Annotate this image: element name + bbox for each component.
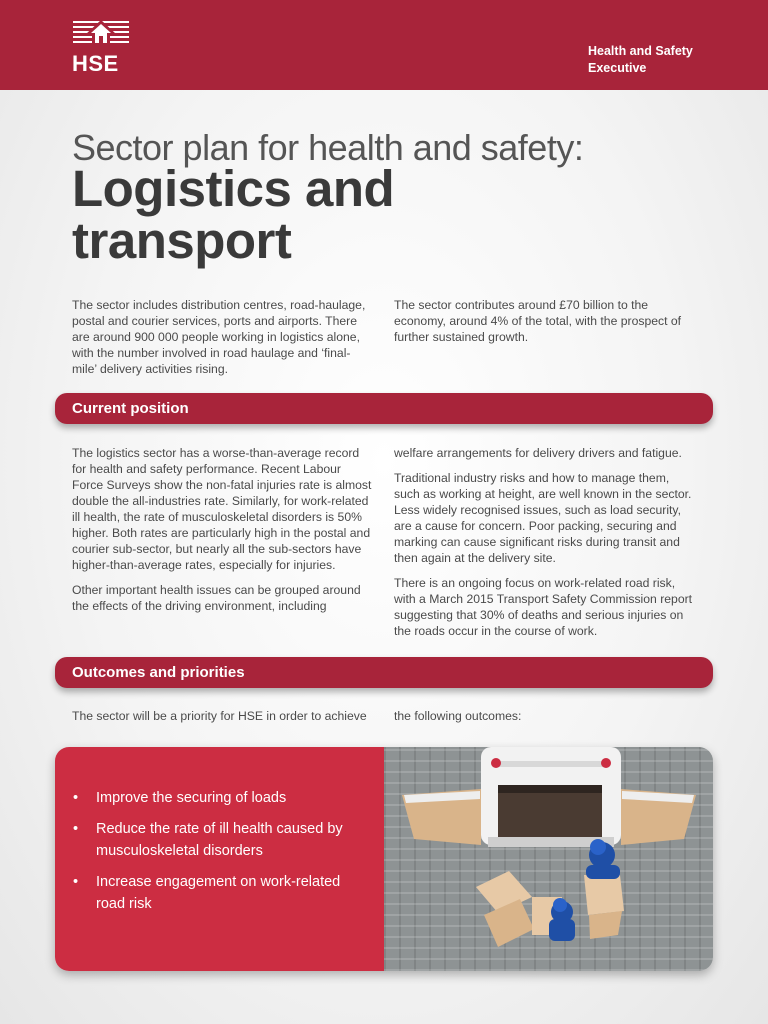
current-position-paragraph-3: welfare arrangements for delivery drivers and fatigue. bbox=[394, 446, 682, 460]
outcome-item-text: Reduce the rate of ill health caused by musculoskeletal disorders bbox=[96, 821, 343, 859]
outcomes-intro-left bbox=[72, 708, 377, 733]
outcomes-heading: Outcomes and priorities bbox=[72, 664, 245, 681]
agency-name-line2: Executive bbox=[588, 61, 647, 75]
header-bar bbox=[0, 0, 768, 90]
logo-text: HSE bbox=[72, 51, 119, 76]
outcomes-intro-right-text: the following outcomes: bbox=[394, 709, 522, 723]
outcomes-heading-bar bbox=[55, 657, 713, 688]
page-title-line2: transport bbox=[72, 212, 292, 269]
delivery-van-photo bbox=[384, 747, 713, 971]
current-position-right-column bbox=[394, 445, 694, 648]
page-title-line1: Logistics and bbox=[72, 160, 395, 217]
agency-name bbox=[588, 43, 728, 77]
current-position-paragraph-1: The logistics sector has a worse-than-average record for health and safety performance. Recent Labour Force Surveys show the non-fatal injuries rate is almost double the all-industries rate. Similarly, for work-related ill health, the rate of musculoskeletal disorders is 50% higher. Both rates are particularly high in the postal and courier sub-sector, but nearly all the sub-sectors have higher-than-average rates, especially for injuries. bbox=[72, 446, 372, 572]
outcomes-list-panel bbox=[55, 747, 384, 971]
outcomes-list bbox=[73, 787, 373, 924]
intro-left-column bbox=[72, 297, 372, 386]
delivery-van-illustration bbox=[384, 747, 713, 971]
crown-emblem-icon bbox=[72, 18, 130, 50]
bullet-icon: • bbox=[73, 790, 79, 806]
current-position-heading-bar bbox=[55, 393, 713, 424]
agency-name-line1: Health and Safety bbox=[588, 44, 693, 58]
current-position-left-column bbox=[72, 445, 374, 623]
page-subtitle: Sector plan for health and safety: bbox=[72, 127, 584, 168]
intro-right-column bbox=[394, 297, 692, 354]
hse-logo bbox=[72, 18, 130, 76]
current-position-heading: Current position bbox=[72, 400, 189, 417]
outcome-item bbox=[73, 787, 373, 809]
current-position-paragraph-4: Traditional industry risks and how to manage them, such as working at height, are well known in the sector. Less widely recognised issues, such as load security, are a cause for concern. Poor packing, securing and marking can cause significant risks during transit and then again at the delivery site. bbox=[394, 471, 692, 565]
outcome-item bbox=[73, 818, 373, 862]
bullet-icon: • bbox=[73, 874, 79, 890]
outcome-item-text: Increase engagement on work-related road risk bbox=[96, 874, 341, 912]
outcomes-intro-left-text: The sector will be a priority for HSE in order to achieve bbox=[72, 709, 367, 723]
intro-left-text: The sector includes distribution centres, road-haulage, postal and courier services, ports and airports. There are around 900 000 people working in logistics alone, with the number involved in road haulage and ‘final-mile’ delivery activities rising. bbox=[72, 298, 366, 376]
current-position-paragraph-2: Other important health issues can be grouped around the effects of the driving environment, including bbox=[72, 583, 361, 613]
outcome-item bbox=[73, 871, 373, 915]
outcomes-intro-right bbox=[394, 708, 694, 733]
current-position-paragraph-5: There is an ongoing focus on work-related road risk, with a March 2015 Transport Safety Commission report suggesting that 30% of deaths and serious injuries on the roads occur in the course of work. bbox=[394, 576, 693, 638]
outcomes-panel bbox=[55, 747, 713, 971]
intro-right-text: The sector contributes around £70 billion to the economy, around 4% of the total, with the prospect of further sustained growth. bbox=[394, 298, 682, 344]
bullet-icon: • bbox=[73, 821, 79, 837]
outcome-item-text: Improve the securing of loads bbox=[96, 790, 287, 806]
page-title bbox=[72, 160, 712, 269]
